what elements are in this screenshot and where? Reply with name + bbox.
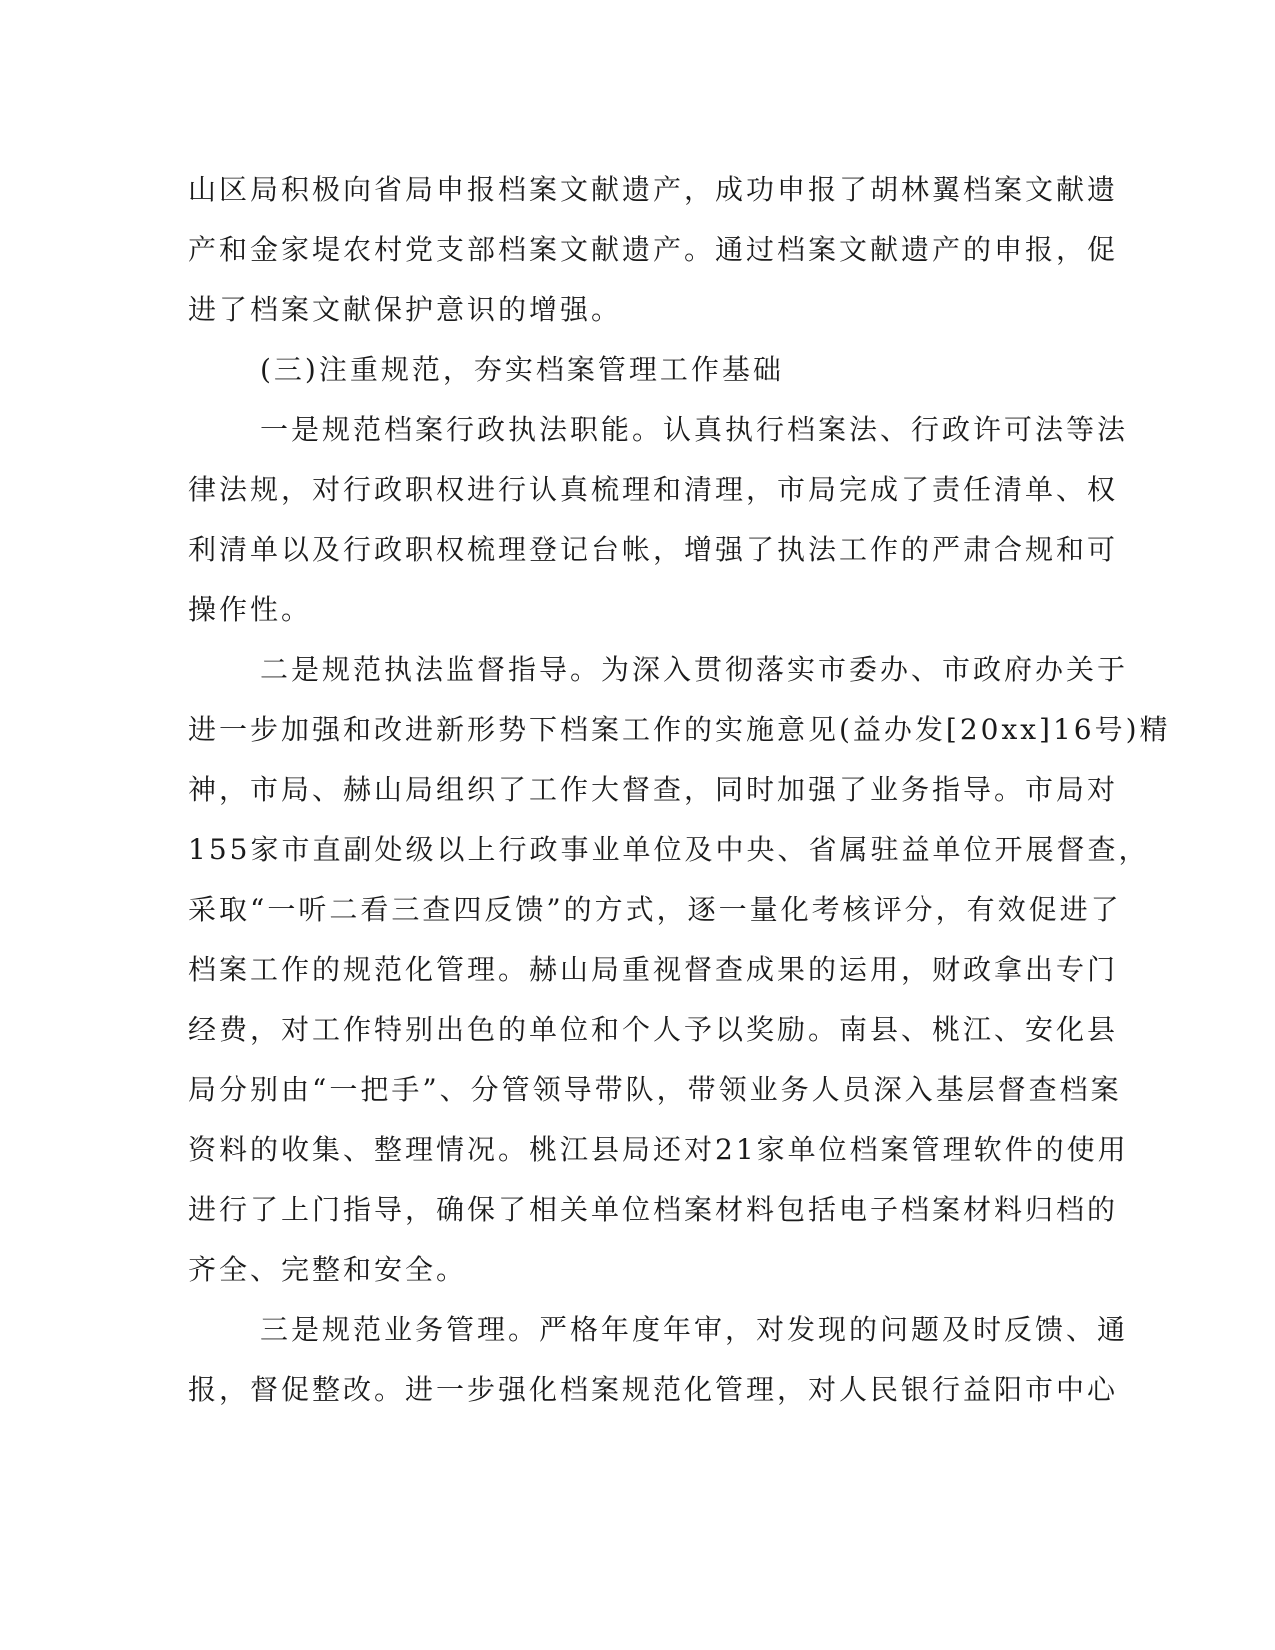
paragraph-start-line: 一是规范档案行政执法职能。认真执行档案法、行政许可法等法 [260, 413, 1129, 446]
text-line: 进了档案文献保护意识的增强。 [188, 293, 623, 326]
text-line: 产和金家堤农村党支部档案文献遗产。通过档案文献遗产的申报，促 [188, 233, 1119, 266]
text-line: 报，督促整改。进一步强化档案规范化管理，对人民银行益阳市中心 [188, 1373, 1119, 1406]
text-line: 进一步加强和改进新形势下档案工作的实施意见(益办发[20xx]16号)精 [188, 713, 1171, 746]
text-line: 局分别由“一把手”、分管领导带队，带领业务人员深入基层督查档案 [188, 1073, 1122, 1106]
paragraph-start-line: 二是规范执法监督指导。为深入贯彻落实市委办、市政府办关于 [260, 653, 1129, 686]
text-line: 利清单以及行政职权梳理登记台帐，增强了执法工作的严肃合规和可 [188, 533, 1119, 566]
text-line: 采取“一听二看三查四反馈”的方式，逐一量化考核评分，有效促进了 [188, 893, 1122, 926]
text-line: 进行了上门指导，确保了相关单位档案材料包括电子档案材料归档的 [188, 1193, 1119, 1226]
text-line: 档案工作的规范化管理。赫山局重视督查成果的运用，财政拿出专门 [188, 953, 1119, 986]
text-line: 神，市局、赫山局组织了工作大督查，同时加强了业务指导。市局对 [188, 773, 1119, 806]
text-line: 齐全、完整和安全。 [188, 1253, 468, 1286]
text-line: 资料的收集、整理情况。桃江县局还对21家单位档案管理软件的使用 [188, 1133, 1129, 1166]
text-line: 操作性。 [188, 593, 313, 626]
text-line: 山区局积极向省局申报档案文献遗产，成功申报了胡林翼档案文献遗 [188, 173, 1119, 206]
section-heading: (三)注重规范，夯实档案管理工作基础 [260, 353, 784, 386]
document-body [188, 160, 1171, 1420]
text-line: 律法规，对行政职权进行认真梳理和清理，市局完成了责任清单、权 [188, 473, 1119, 506]
paragraph-start-line: 三是规范业务管理。严格年度年审，对发现的问题及时反馈、通 [260, 1313, 1129, 1346]
text-line: 155家市直副处级以上行政事业单位及中央、省属驻益单位开展督查， [188, 833, 1150, 866]
text-line: 经费，对工作特别出色的单位和个人予以奖励。南县、桃江、安化县 [188, 1013, 1119, 1046]
